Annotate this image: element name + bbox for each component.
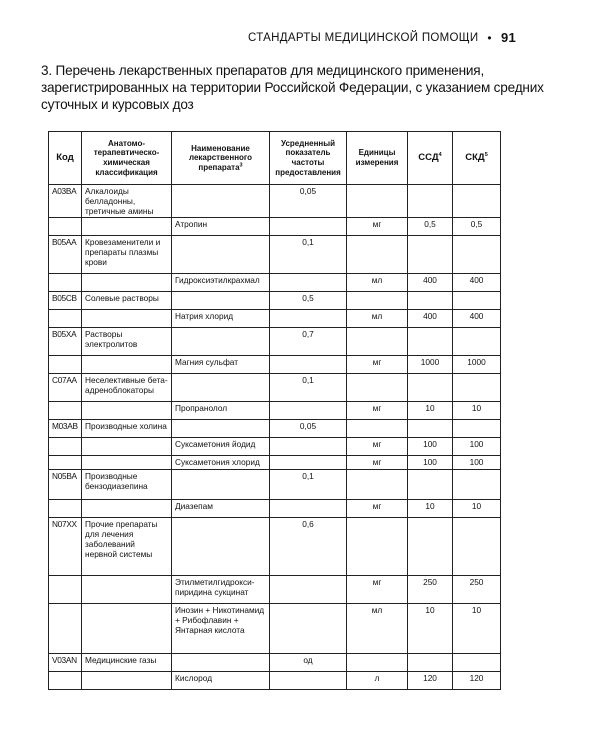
cell-atc-class [82,402,172,420]
column-header-unit: Единицы измерения [347,132,408,185]
table-row [49,500,501,518]
cell-code: M03AB [49,420,82,438]
drug-table [48,131,501,690]
cell-sdd [408,420,453,438]
cell-skd [453,470,501,500]
cell-atc-class: Неселективные бета-адреноблокаторы [82,374,172,402]
cell-unit [347,236,408,274]
cell-unit: мг [347,500,408,518]
cell-code: V03AN [49,654,82,672]
cell-skd: 100 [453,438,501,456]
table-body [49,185,501,690]
cell-drug-name [172,470,270,500]
cell-sdd: 400 [408,274,453,292]
cell-skd [453,328,501,356]
table-row [49,328,501,356]
cell-frequency: 0,1 [270,374,347,402]
cell-atc-class [82,672,172,690]
cell-code [49,672,82,690]
cell-atc-class [82,274,172,292]
cell-sdd [408,654,453,672]
table-row [49,236,501,274]
cell-unit: мг [347,218,408,236]
cell-code [49,310,82,328]
table-row [49,654,501,672]
cell-skd: 120 [453,672,501,690]
heading-line: зарегистрированных на территории Российской Федерации, с указанием средних [41,80,544,95]
cell-drug-name [172,236,270,274]
cell-unit: мг [347,356,408,374]
cell-skd [453,292,501,310]
cell-code: N07XX [49,518,82,576]
cell-sdd: 0,5 [408,218,453,236]
table-row [49,274,501,292]
cell-drug-name: Инозин + Никотинамид + Рибофлавин + Янтарная кислота [172,604,270,654]
cell-skd: 100 [453,456,501,470]
cell-unit: мг [347,438,408,456]
cell-atc-class: Растворы электролитов [82,328,172,356]
cell-frequency: 0,1 [270,470,347,500]
cell-atc-class [82,310,172,328]
cell-drug-name: Диазепам [172,500,270,518]
cell-atc-class: Производные бензодиазепина [82,470,172,500]
cell-frequency [270,356,347,374]
cell-code [49,402,82,420]
cell-unit: л [347,672,408,690]
heading-line: суточных и курсовых доз [41,97,194,112]
table-row [49,185,501,218]
cell-frequency [270,456,347,470]
table-header-row [49,132,501,185]
section-heading [41,62,544,113]
cell-drug-name: Атропин [172,218,270,236]
table-row [49,292,501,310]
cell-atc-class [82,456,172,470]
cell-unit: мл [347,310,408,328]
cell-atc-class: Солевые растворы [82,292,172,310]
page-number: 91 [500,30,516,45]
cell-code [49,500,82,518]
cell-drug-name: Пропранолол [172,402,270,420]
cell-skd [453,654,501,672]
column-header-skd: СКД$^5$ [453,132,501,185]
cell-code: B05XA [49,328,82,356]
cell-sdd [408,518,453,576]
table-row [49,576,501,604]
cell-unit: мг [347,576,408,604]
table-row [49,374,501,402]
cell-unit [347,374,408,402]
cell-code [49,456,82,470]
cell-unit [347,328,408,356]
cell-skd: 250 [453,576,501,604]
cell-code: B05CB [49,292,82,310]
cell-code: C07AA [49,374,82,402]
cell-unit [347,518,408,576]
cell-skd [453,374,501,402]
cell-frequency: 0,7 [270,328,347,356]
cell-skd: 10 [453,402,501,420]
cell-drug-name [172,374,270,402]
cell-drug-name [172,420,270,438]
cell-skd: 0,5 [453,218,501,236]
cell-drug-name [172,185,270,218]
table-row [49,356,501,374]
cell-frequency: 0,6 [270,518,347,576]
cell-atc-class: Прочие препараты для лечения заболеваний нервной системы [82,518,172,576]
cell-frequency [270,218,347,236]
cell-drug-name: Гидроксиэтилкрахмал [172,274,270,292]
cell-unit [347,420,408,438]
cell-atc-class [82,218,172,236]
cell-sdd [408,185,453,218]
cell-skd: 10 [453,500,501,518]
cell-atc-class: Кровезаменители и препараты плазмы крови [82,236,172,274]
table-row [49,470,501,500]
cell-sdd: 1000 [408,356,453,374]
cell-frequency [270,310,347,328]
column-header-frequency: Усредненный показатель частоты предоставления [270,132,347,185]
cell-sdd [408,470,453,500]
cell-skd [453,236,501,274]
cell-skd: 400 [453,274,501,292]
cell-sdd [408,236,453,274]
table-row [49,310,501,328]
cell-unit: мл [347,604,408,654]
cell-sdd: 10 [408,604,453,654]
cell-unit: мг [347,456,408,470]
cell-sdd: 100 [408,438,453,456]
cell-frequency [270,402,347,420]
cell-drug-name [172,292,270,310]
cell-frequency [270,576,347,604]
column-header-sdd: ССД$^4$ [408,132,453,185]
cell-frequency [270,274,347,292]
cell-sdd: 250 [408,576,453,604]
cell-drug-name [172,518,270,576]
cell-skd [453,420,501,438]
cell-unit [347,292,408,310]
cell-sdd: 10 [408,500,453,518]
cell-drug-name: Магния сульфат [172,356,270,374]
cell-atc-class: Производные холина [82,420,172,438]
cell-frequency: 0,5 [270,292,347,310]
cell-frequency: 0,05 [270,420,347,438]
cell-frequency [270,438,347,456]
cell-code [49,438,82,456]
cell-sdd [408,328,453,356]
cell-atc-class [82,438,172,456]
cell-code: N05BA [49,470,82,500]
cell-drug-name [172,328,270,356]
cell-atc-class [82,604,172,654]
cell-frequency: 0,05 [270,185,347,218]
cell-sdd: 120 [408,672,453,690]
cell-skd: 10 [453,604,501,654]
cell-atc-class: Медицинские газы [82,654,172,672]
cell-drug-name: Суксаметония йодид [172,438,270,456]
column-header-code: Код [49,132,82,185]
cell-code: A03BA [49,185,82,218]
cell-drug-name: Натрия хлорид [172,310,270,328]
cell-code: B05AA [49,236,82,274]
cell-atc-class: Алкалоиды белладонны, третичные амины [82,185,172,218]
cell-atc-class [82,356,172,374]
cell-unit [347,470,408,500]
running-header [248,30,516,45]
table-row [49,456,501,470]
cell-atc-class [82,500,172,518]
table-row [49,438,501,456]
cell-sdd: 10 [408,402,453,420]
cell-skd [453,518,501,576]
cell-code [49,604,82,654]
cell-frequency [270,672,347,690]
cell-code [49,356,82,374]
cell-sdd [408,374,453,402]
cell-unit: мл [347,274,408,292]
cell-frequency [270,604,347,654]
cell-skd: 1000 [453,356,501,374]
table-row [49,604,501,654]
column-header-atc: Анатомо-терапевтическо-химическая классификация [82,132,172,185]
cell-skd: 400 [453,310,501,328]
bullet-separator: • [487,30,492,45]
running-title: СТАНДАРТЫ МЕДИЦИНСКОЙ ПОМОЩИ [248,31,479,44]
column-header-drug: Наименование лекарственного препарата$^3$ [172,132,270,185]
table-row [49,518,501,576]
cell-skd [453,185,501,218]
cell-drug-name: Суксаметония хлорид [172,456,270,470]
cell-drug-name: Этилметилгидрокси-пиридина сукцинат [172,576,270,604]
heading-line: 3. Перечень лекарственных препаратов для медицинского применения, [41,63,485,78]
table-row [49,218,501,236]
cell-code [49,274,82,292]
table-row [49,420,501,438]
cell-frequency: од [270,654,347,672]
cell-sdd: 400 [408,310,453,328]
cell-sdd [408,292,453,310]
table-row [49,672,501,690]
cell-code [49,576,82,604]
table-row [49,402,501,420]
cell-atc-class [82,576,172,604]
cell-frequency: 0,1 [270,236,347,274]
cell-code [49,218,82,236]
cell-frequency [270,500,347,518]
cell-unit: мг [347,402,408,420]
cell-sdd: 100 [408,456,453,470]
cell-drug-name [172,654,270,672]
cell-drug-name: Кислород [172,672,270,690]
cell-unit [347,185,408,218]
cell-unit [347,654,408,672]
